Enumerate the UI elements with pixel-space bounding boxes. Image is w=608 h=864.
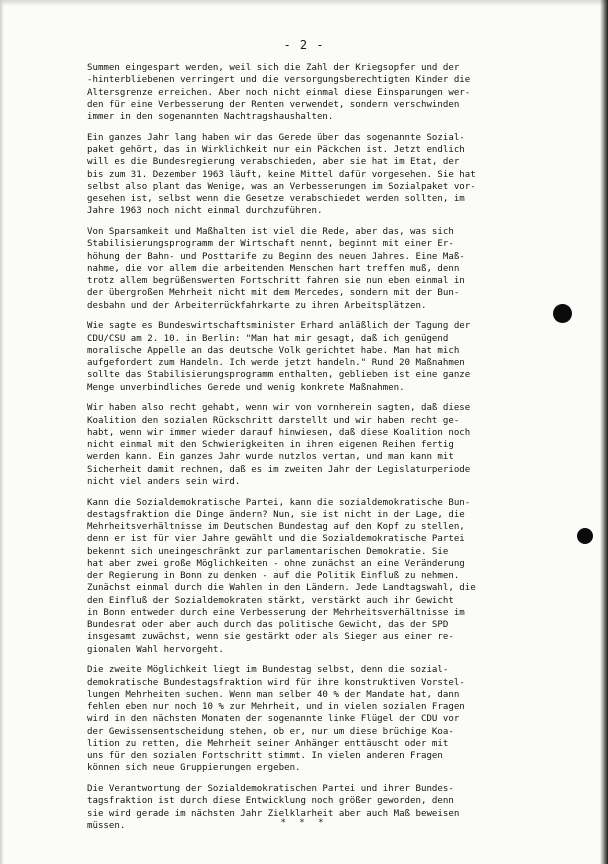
text-line: wird in den nächsten Monaten der sogenannte linke Flügel der CDU vor [87,714,460,725]
text-line: in Bonn entweder durch eine Verbesserung der Mehrheitsverhältnisse im [87,607,465,618]
text-line: demokratische Bundestagsfraktion wird für ihre konstruktiven Vorstel- [87,677,465,688]
paragraph [87,402,587,488]
paragraph [87,62,587,123]
text-line: lungen Mehrheiten suchen. Wenn man selber 40 % der Mandate hat, dann [87,689,460,700]
text-line: Summen eingespart werden, weil sich die Zahl der Kriegsopfer und der [87,63,460,73]
text-line: Zunächst einmal durch die Wahlen in den Ländern. Jede Landtagswahl, die [87,583,476,594]
text-line: höhung der Bahn- und Posttarife zu Beginn des neuen Jahres. Eine Maß- [87,251,465,262]
paragraph [87,226,587,312]
text-line: immer in den sogenannten Nachtragshaushalten. [87,112,334,122]
text-line: paket gehört, das in Wirklichkeit nur ein Päckchen ist. Jetzt endlich [87,145,465,155]
text-line: Menge unverbindliches Gerede und wenig konkrete Maßnahmen. [87,382,405,393]
text-line: gesehen ist, selbst wenn die Gesetze verabschiedet werden sollten, im [87,194,465,204]
text-line: trotz allem begrüßenswerten Fortschritt fahren sie nun eben einmal in [87,276,465,286]
text-line: fehlen eben nur noch 10 % zur Mehrheit, und in vielen sozialen Fragen [87,702,465,712]
text-line: Stabilisierungsprogramm der Wirtschaft nennt, beginnt mit einer Er- [87,239,454,250]
page-number: - 2 - [283,38,325,52]
text-line: selbst also plant das Wenige, was an Verbesserungen im Sozialpaket vor- [87,181,476,192]
document-body [87,62,587,841]
text-line: Die zweite Möglichkeit liegt im Bundestag selbst, denn die sozial- [87,665,449,676]
text-line: lition zu retten, die Mehrheit seiner Anhänger enttäuscht oder mit [87,738,449,749]
text-line: desbahn und der Arbeiterrückfahrkarte zu ihren Arbeitsplätzen. [87,300,427,311]
text-line: nahme, die vor allem die arbeitenden Menschen hart treffen muß, denn [87,263,460,274]
text-line: den für eine Verbesserung der Renten verwendet, sondern verschwinden [87,99,460,110]
text-line: müssen. [87,820,126,831]
text-line: der Gewissensentscheidung stehen, ob er, nur um diese brüchige Koa- [87,726,454,737]
text-line: aufgefordert zum Handeln. Ich werde jetzt handeln." Rund 20 Maßnahmen [87,358,465,368]
text-line: Bundesrat oder aber auch durch das politische Gewicht, das der SPD [87,620,449,630]
text-line: sie wird gerade im nächsten Jahr Zielklarheit aber auch Maß beweisen [87,808,460,819]
text-line: bis zum 31. Dezember 1963 läuft, keine Mittel dafür vorgesehen. Sie hat [87,169,476,180]
text-line: uns für den sozialen Fortschritt stimmt. In vielen anderen Fragen [87,751,443,761]
paragraph [87,132,587,218]
punch-hole [577,528,593,544]
text-line: tagsfraktion ist durch diese Entwicklung noch größer geworden, denn [87,796,454,807]
scan-edge-top [0,0,608,6]
text-line: werden kann. Ein ganzes Jahr wurde nutzlos vertan, und man kann mit [87,452,454,463]
text-line: will es die Bundesregierung verabschieden, aber sie hat im Etat, der [87,157,460,168]
scan-edge-right [600,0,608,864]
text-line: Wir haben also recht gehabt, wenn wir von vornherein sagten, daß diese [87,403,471,414]
text-line: Ein ganzes Jahr lang haben wir das Gerede über das sogenannte Sozial- [87,132,465,143]
text-line: bekennt sich uneingeschränkt zur parlamentarischen Demokratie. Sie [87,546,449,557]
text-line: denn er ist für vier Jahre gewählt und die Sozialdemokratische Partei [87,534,465,545]
paragraph [87,497,587,656]
text-line: Mehrheitsverhältnisse im Deutschen Bundestag auf den Kopf zu stellen, [87,522,465,532]
text-line: Die Verantwortung der Sozialdemokratischen Partei und ihrer Bundes- [87,784,454,794]
closing-mark: * * * [280,818,328,828]
text-line: Koalition den sozialen Rückschritt darstellt und wir haben recht ge- [87,415,460,426]
text-line: Von Sparsamkeit und Maßhalten ist viel die Rede, aber das, was sich [87,227,454,237]
text-line: Kann die Sozialdemokratische Partei, kann die sozialdemokratische Bun- [87,497,471,508]
text-line: der übergroßen Mehrheit nicht mit dem Mercedes, sondern mit der Bun- [87,288,460,299]
text-line: können sich neue Gruppierungen ergeben. [87,763,301,774]
text-line: hat aber zwei große Möglichkeiten - ohne zunächst an eine Veränderung [87,558,465,569]
text-line: den Einfluß der Sozialdemokraten stärkt, verstärkt auch ihr Gewicht [87,595,454,606]
text-line: sollte das Stabilisierungsprogramm enthalten, geblieben ist eine ganze [87,370,471,381]
text-line: nicht viel anders sein wird. [87,476,241,487]
text-line: -hinterbliebenen verringert und die versorgungsberechtigten Kinder die [87,75,471,86]
scan-edge-left [0,0,4,864]
text-line: moralische Appelle an das deutsche Volk gerichtet habe. Man hat mich [87,345,460,356]
text-line: gionalen Wahl hervorgeht. [87,644,224,655]
text-line: CDU/CSU am 2. 10. in Berlin: "Man hat mir gesagt, daß ich genügend [87,333,449,344]
text-line: Sicherheit damit rechnen, daß es im zweiten Jahr der Legislaturperiode [87,464,471,475]
punch-hole [553,304,572,323]
text-line: nicht einmal mit den Schwierigkeiten in ihren eigenen Reihen fertig [87,440,454,450]
paragraph [87,664,587,774]
text-line: habt, wenn wir immer wieder darauf hinwiesen, daß diese Koalition noch [87,427,471,438]
text-line: destagsfraktion die Dinge ändern? Nun, sie ist nicht in der Lage, die [87,509,465,520]
text-line: Wie sagte es Bundeswirtschaftsminister Erhard anläßlich der Tagung der [87,321,471,332]
text-line: insgesamt zuwächst, wenn sie gestärkt oder als Sieger aus einer re- [87,632,454,643]
text-line: Altersgrenze erreichen. Aber noch nicht einmal diese Einsparungen wer- [87,87,471,98]
text-line: der Regierung in Bonn zu denken - auf die Politik Einfluß zu nehmen. [87,571,460,581]
paragraph [87,320,587,394]
text-line: Jahre 1963 noch nicht einmal durchzuführen. [87,206,323,217]
